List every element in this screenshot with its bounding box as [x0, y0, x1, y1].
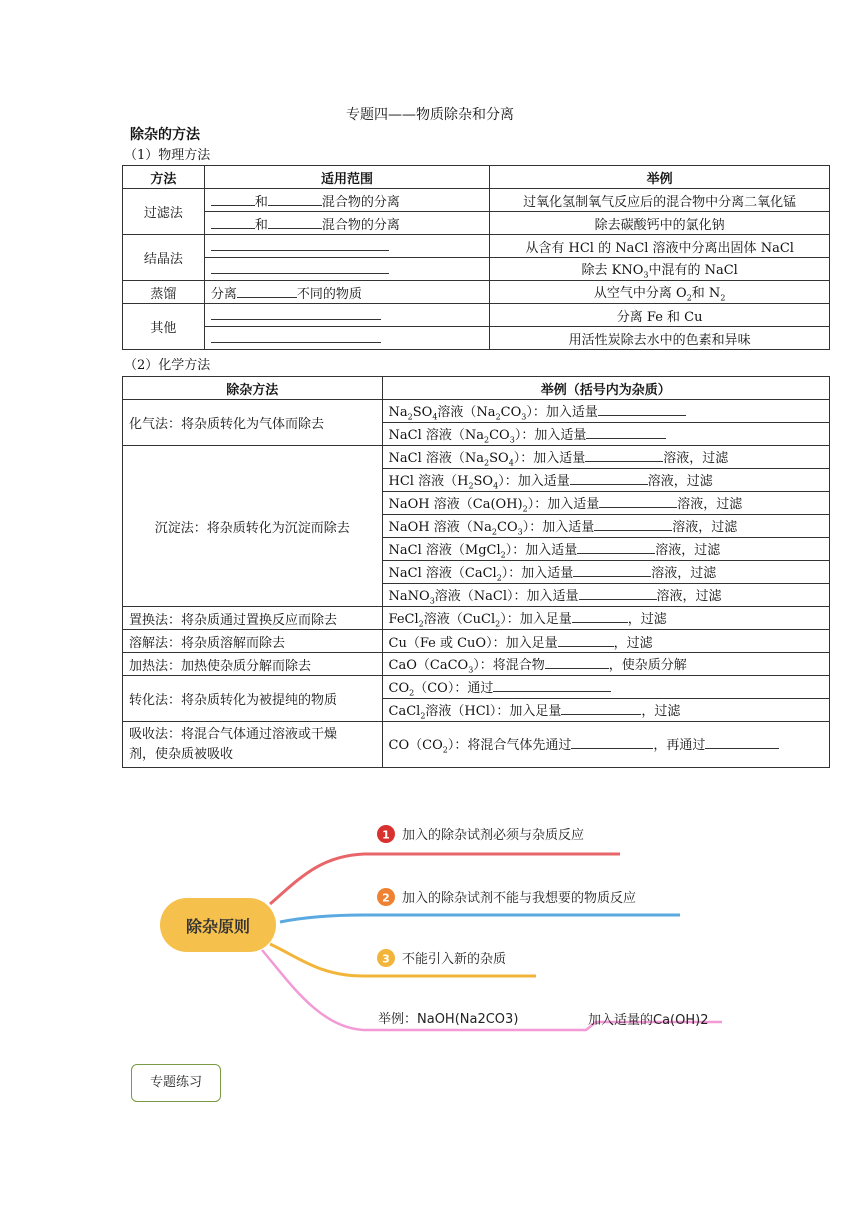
table-row — [123, 304, 830, 327]
fill-blank[interactable] — [594, 517, 672, 531]
badge-3-number: 3 — [382, 952, 390, 966]
table-header-row — [123, 166, 830, 189]
example-answer: 加入适量的Ca(OH)2 — [588, 1013, 709, 1028]
fill-blank[interactable] — [599, 494, 677, 508]
range-cell — [204, 258, 490, 281]
section-heading: 除杂的方法 — [130, 127, 200, 143]
example-cell: FeCl$_2$溶液（CuCl$_2$）：加入足量 ，过滤 — [382, 607, 829, 630]
header-method: 方法 — [123, 166, 205, 189]
header-method: 除杂方法 — [123, 377, 383, 400]
fill-blank[interactable] — [211, 237, 389, 251]
chemical-methods-table — [122, 376, 830, 768]
example-cell: NaCl 溶液$(Na_2SO_4)$：加入适量 溶液，过滤 — [382, 446, 829, 469]
example-cell: NaOH 溶液$(Ca(OH)_2)$：加入适量 溶液，过滤 — [382, 492, 829, 515]
method-crystallization: 结晶法 — [123, 235, 205, 281]
range-cell — [204, 304, 490, 327]
badge-2-number: 2 — [382, 891, 390, 905]
header-example: 举例（括号内为杂质） — [382, 377, 829, 400]
example-cell: 除去碳酸钙中的氯化钠 — [490, 212, 830, 235]
header-range: 适用范围 — [204, 166, 490, 189]
example-cell: CaO（CaCO$_3$）：将混合物 ，使杂质分解 — [382, 653, 829, 676]
physical-methods-heading: （1）物理方法 — [124, 148, 211, 163]
example-cell: HCl 溶液$(H_2SO_4)$：加入适量 溶液，过滤 — [382, 469, 829, 492]
table-header-row — [123, 377, 830, 400]
table-row — [123, 446, 830, 469]
example-label: 举例：NaOH(Na2CO3) — [378, 1012, 519, 1027]
example-cell: CaCl$_2$溶液（HCl）：加入足量 ，过滤 — [382, 699, 829, 722]
example-cell: NaCl 溶液（MgCl$_2$）：加入适量 溶液，过滤 — [382, 538, 829, 561]
table-row — [123, 212, 830, 235]
example-cell: $Na_2SO_4$溶液$(Na_2CO_3)$：加入适量 — [382, 400, 829, 423]
fill-blank[interactable] — [571, 735, 653, 749]
fill-blank[interactable] — [545, 655, 609, 669]
fill-blank[interactable] — [237, 284, 297, 298]
example-cell: NaOH 溶液$(Na_2CO_3)$：加入适量 溶液，过滤 — [382, 515, 829, 538]
table-row — [123, 400, 830, 423]
branch-3-text: 不能引入新的杂质 — [402, 952, 507, 967]
fill-blank[interactable] — [268, 215, 322, 229]
example-cell: $CO_2(CO)$：通过 — [382, 676, 829, 699]
method-absorption: 吸收法：将混合气体通过溶液或干燥 剂，使杂质被吸收 — [123, 722, 383, 768]
fill-blank[interactable] — [586, 425, 666, 439]
example-cell: Cu（Fe 或 CuO）：加入足量 ，过滤 — [382, 630, 829, 653]
table-row — [123, 653, 830, 676]
range-text: 和 — [254, 217, 268, 233]
range-cell — [204, 212, 490, 235]
table-row — [123, 235, 830, 258]
header-example: 举例 — [490, 166, 830, 189]
table-row — [123, 189, 830, 212]
example-cell: 过氧化氢制氧气反应后的混合物中分离二氧化锰 — [490, 189, 830, 212]
branch-1-text: 加入的除杂试剂必须与杂质反应 — [402, 828, 585, 843]
range-text: 混合物的分离 — [321, 217, 400, 233]
example-cell: 从含有 HCl 的 NaCl 溶液中分离出固体 NaCl — [490, 235, 830, 258]
fill-blank[interactable] — [493, 678, 611, 692]
badge-1-number: 1 — [382, 828, 390, 842]
range-cell — [204, 189, 490, 212]
fill-blank[interactable] — [705, 735, 779, 749]
fill-blank[interactable] — [268, 192, 322, 206]
fill-blank[interactable] — [570, 471, 648, 485]
branch-2-text: 加入的除杂试剂不能与我想要的物质反应 — [402, 891, 637, 906]
method-heating: 加热法：加热使杂质分解而除去 — [123, 653, 383, 676]
method-precipitation: 沉淀法：将杂质转化为沉淀而除去 — [123, 446, 383, 607]
fill-blank[interactable] — [558, 633, 614, 647]
table-row — [123, 607, 830, 630]
range-cell — [204, 235, 490, 258]
example-cell: 从空气中分离 $O_2$和 $N_2$ — [490, 281, 830, 304]
range-text: 混合物的分离 — [321, 194, 400, 210]
method-other: 其他 — [123, 304, 205, 350]
range-text: 和 — [254, 194, 268, 210]
fill-blank[interactable] — [572, 609, 628, 623]
table-row — [123, 327, 830, 350]
fill-blank[interactable] — [211, 260, 389, 274]
fill-blank[interactable] — [211, 192, 255, 206]
method-conversion: 转化法：将杂质转化为被提纯的物质 — [123, 676, 383, 722]
range-cell — [204, 327, 490, 350]
physical-methods-table — [122, 165, 830, 350]
method-filtration: 过滤法 — [123, 189, 205, 235]
fill-blank[interactable] — [211, 306, 381, 320]
fill-blank[interactable] — [211, 329, 381, 343]
practice-button[interactable]: 专题练习 — [131, 1064, 221, 1102]
chemical-methods-heading: （2）化学方法 — [124, 358, 211, 373]
table-row — [123, 258, 830, 281]
example-cell: 分离 Fe 和 Cu — [490, 304, 830, 327]
table-row — [123, 281, 830, 304]
example-cell: $CO(CO_2)$：将混合气体先通过 ，再通过 — [382, 722, 829, 768]
example-cell: NaCl 溶液$(Na_2CO_3)$：加入适量 — [382, 423, 829, 446]
fill-blank[interactable] — [211, 215, 255, 229]
fill-blank[interactable] — [598, 402, 686, 416]
fill-blank[interactable] — [573, 563, 651, 577]
branch-line-2 — [280, 915, 680, 922]
table-row — [123, 676, 830, 699]
example-cell: 用活性炭除去水中的色素和异味 — [490, 327, 830, 350]
fill-blank[interactable] — [577, 540, 655, 554]
example-cell: 除去 $KNO_3$中混有的 NaCl — [490, 258, 830, 281]
method-gas: 化气法：将杂质转化为气体而除去 — [123, 400, 383, 446]
fill-blank[interactable] — [561, 701, 641, 715]
center-label: 除杂原则 — [185, 917, 251, 936]
fill-blank[interactable] — [579, 586, 657, 600]
example-cell: NaNO$_3$溶液（NaCl）：加入适量 溶液，过滤 — [382, 584, 829, 607]
removal-principles-mindmap — [150, 808, 730, 1044]
method-dissolve: 溶解法：将杂质溶解而除去 — [123, 630, 383, 653]
example-cell: NaCl 溶液（CaCl$_2$）：加入适量 溶液，过滤 — [382, 561, 829, 584]
fill-blank[interactable] — [585, 448, 663, 462]
table-row — [123, 722, 830, 768]
method-displacement: 置换法：将杂质通过置换反应而除去 — [123, 607, 383, 630]
range-cell: 分离 不同的物质 — [204, 281, 490, 304]
table-row — [123, 630, 830, 653]
document-title: 专题四——物质除杂和分离 — [346, 107, 514, 123]
method-distillation: 蒸馏 — [123, 281, 205, 304]
